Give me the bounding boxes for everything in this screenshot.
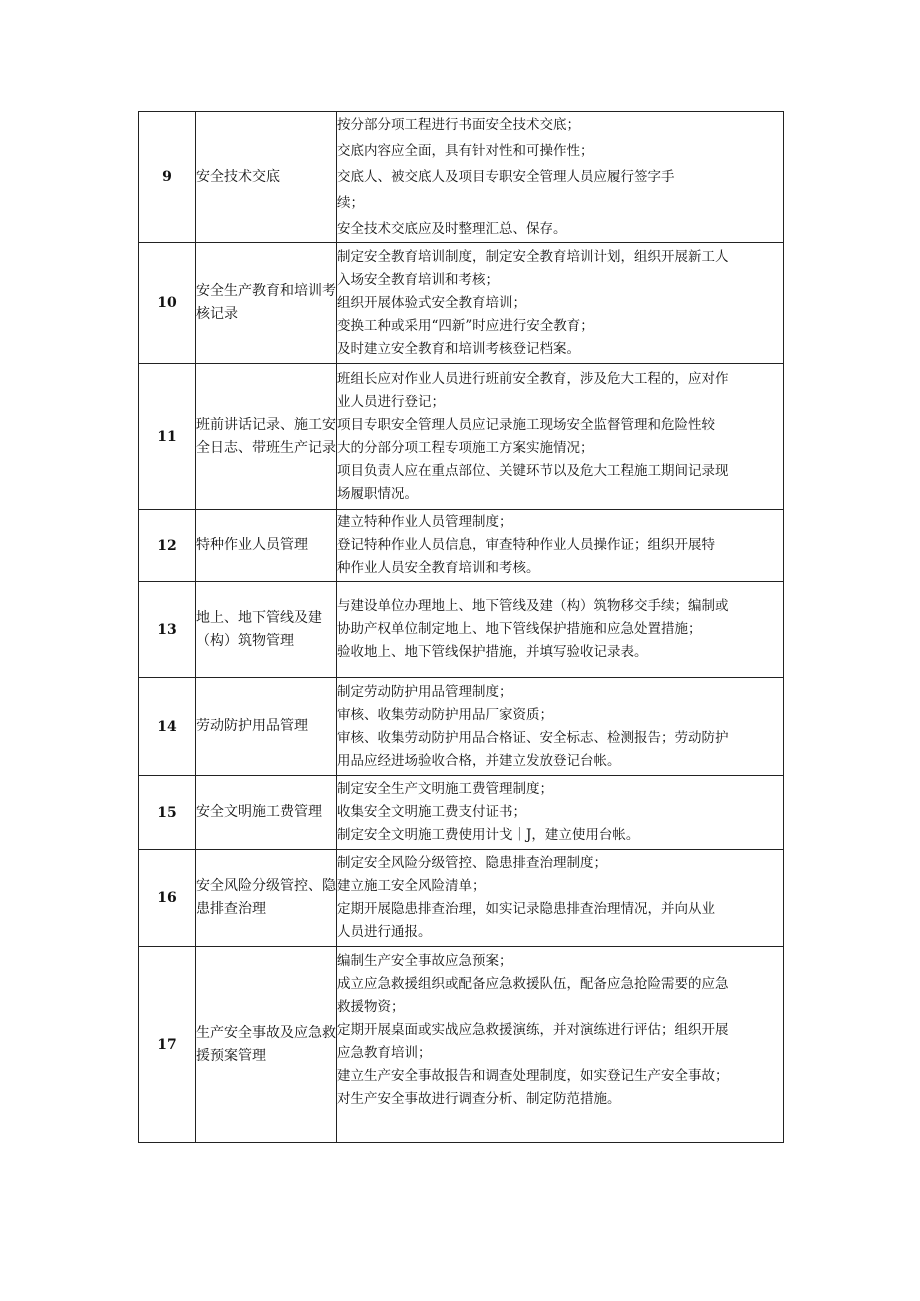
- requirement-line: 人员进行通报。: [337, 924, 432, 940]
- table-row: [139, 678, 784, 776]
- item-name: 特种作业人员管理: [196, 510, 337, 582]
- requirement-line: 与建设单位办理地上、地下管线及建（构）筑物移交手续；编制或: [337, 598, 729, 614]
- requirement-line: 变换工种或采用“四新”时应进行安全教育；: [337, 317, 594, 334]
- requirements-cell: [337, 776, 784, 850]
- requirement-line: 业人员进行登记；: [337, 393, 445, 410]
- row-number: 12: [139, 510, 196, 582]
- row-number: 10: [139, 243, 196, 364]
- item-name: 地上、地下管线及建（构）筑物管理: [196, 582, 337, 678]
- row-number: 13: [139, 582, 196, 678]
- requirement-line: 大的分部分项工程专项施工方案实施情况；: [337, 439, 594, 456]
- requirement-line: 用品应经进场验收合格，并建立发放登记台帐。: [337, 752, 621, 769]
- table-row: [139, 510, 784, 582]
- requirement-line: 登记特种作业人员信息，审查特种作业人员操作证；组织开展特: [337, 537, 715, 553]
- requirement-line: 组织开展体验式安全教育培训；: [337, 294, 526, 311]
- requirement-line: 对生产安全事故进行调查分析、制定防范措施。: [337, 1091, 621, 1107]
- item-name: 劳动防护用品管理: [196, 678, 337, 776]
- requirement-line: 协助产权单位制定地上、地下管线保护措施和应急处置措施；: [337, 621, 702, 637]
- requirement-line: 收集安全文明施工费支付证书；: [337, 804, 526, 820]
- row-number: 9: [139, 112, 196, 243]
- requirement-line: 应急教育培训；: [337, 1045, 432, 1061]
- item-name: 安全风险分级管控、隐患排查治理: [196, 850, 337, 947]
- requirements-cell: [337, 947, 784, 1143]
- requirement-line: 定期开展桌面或实战应急救援演练，并对演练进行评估；组织开展: [337, 1022, 729, 1038]
- requirement-line: 建立特种作业人员管理制度；: [337, 514, 513, 530]
- item-name: 安全生产教育和培训考核记录: [196, 243, 337, 364]
- requirements-cell: [337, 243, 784, 364]
- row-number: 11: [139, 364, 196, 510]
- row-number: 17: [139, 947, 196, 1143]
- row-number: 15: [139, 776, 196, 850]
- table-row: [139, 947, 784, 1143]
- requirement-line: 救援物资；: [337, 999, 405, 1015]
- requirements-cell: [337, 112, 784, 243]
- table-row: [139, 112, 784, 243]
- requirement-line: 建立施工安全风险清单；: [337, 878, 486, 894]
- row-number: 16: [139, 850, 196, 947]
- requirement-line: 审核、收集劳动防护用品厂家资质；: [337, 706, 553, 723]
- requirement-line: 制定安全文明施工费使用计戈｜J，建立使用台帐。: [337, 827, 640, 843]
- item-name: 安全技术交底: [196, 112, 337, 243]
- item-name: 安全文明施工费管理: [196, 776, 337, 850]
- table-row: [139, 364, 784, 510]
- requirement-line: 项目专职安全管理人员应记录施工现场安全监督管理和危险性较: [337, 416, 715, 433]
- requirement-line: 场履职情况。: [337, 485, 418, 502]
- requirements-cell: [337, 510, 784, 582]
- table-row: [139, 243, 784, 364]
- requirement-line: 及时建立安全教育和培训考核登记档案。: [337, 340, 580, 357]
- requirement-line: 验收地上、地下管线保护措施，并填写验收记录表。: [337, 644, 648, 660]
- requirements-cell: [337, 582, 784, 678]
- requirement-line: 建立生产安全事故报告和调查处理制度，如实登记生产安全事故；: [337, 1068, 729, 1084]
- requirement-line: 制定安全风险分级管控、隐患排查治理制度；: [337, 855, 607, 871]
- requirement-line: 定期开展隐患排查治理，如实记录隐患排查治理情况，并向从业: [337, 901, 715, 917]
- requirement-line: 交底人、被交底人及项目专职安全管理人员应履行签字手: [337, 169, 675, 185]
- requirement-line: 成立应急救援组织或配备应急救援队伍，配备应急抢险需要的应急: [337, 976, 729, 992]
- requirement-line: 续；: [337, 195, 364, 211]
- safety-management-table: [138, 111, 784, 1143]
- requirement-line: 入场安全教育培训和考核；: [337, 271, 499, 288]
- requirement-line: 制定安全生产文明施工费管理制度；: [337, 781, 553, 797]
- requirements-cell: [337, 364, 784, 510]
- requirement-line: 交底内容应全面，具有针对性和可操作性；: [337, 143, 594, 159]
- requirements-cell: [337, 678, 784, 776]
- row-number: 14: [139, 678, 196, 776]
- table-row: [139, 776, 784, 850]
- table-row: [139, 582, 784, 678]
- requirement-line: 制定劳动防护用品管理制度；: [337, 683, 513, 700]
- requirement-line: 班组长应对作业人员进行班前安全教育，涉及危大工程的，应对作: [337, 370, 729, 387]
- requirement-line: 安全技术交底应及时整理汇总、保存。: [337, 221, 567, 237]
- requirement-line: 审核、收集劳动防护用品合格证、安全标志、检测报告；劳动防护: [337, 729, 729, 746]
- requirement-line: 种作业人员安全教育培训和考核。: [337, 560, 540, 576]
- requirement-line: 按分部分项工程进行书面安全技术交底；: [337, 117, 580, 133]
- item-name: 班前讲话记录、施工安全日志、带班生产记录: [196, 364, 337, 510]
- requirement-line: 编制生产安全事故应急预案；: [337, 953, 513, 969]
- item-name: 生产安全事故及应急救援预案管理: [196, 947, 337, 1143]
- table-row: [139, 850, 784, 947]
- requirement-line: 制定安全教育培训制度，制定安全教育培训计划，组织开展新工人: [337, 248, 729, 265]
- requirements-cell: [337, 850, 784, 947]
- requirement-line: 项目负责人应在重点部位、关键环节以及危大工程施工期间记录现: [337, 462, 729, 479]
